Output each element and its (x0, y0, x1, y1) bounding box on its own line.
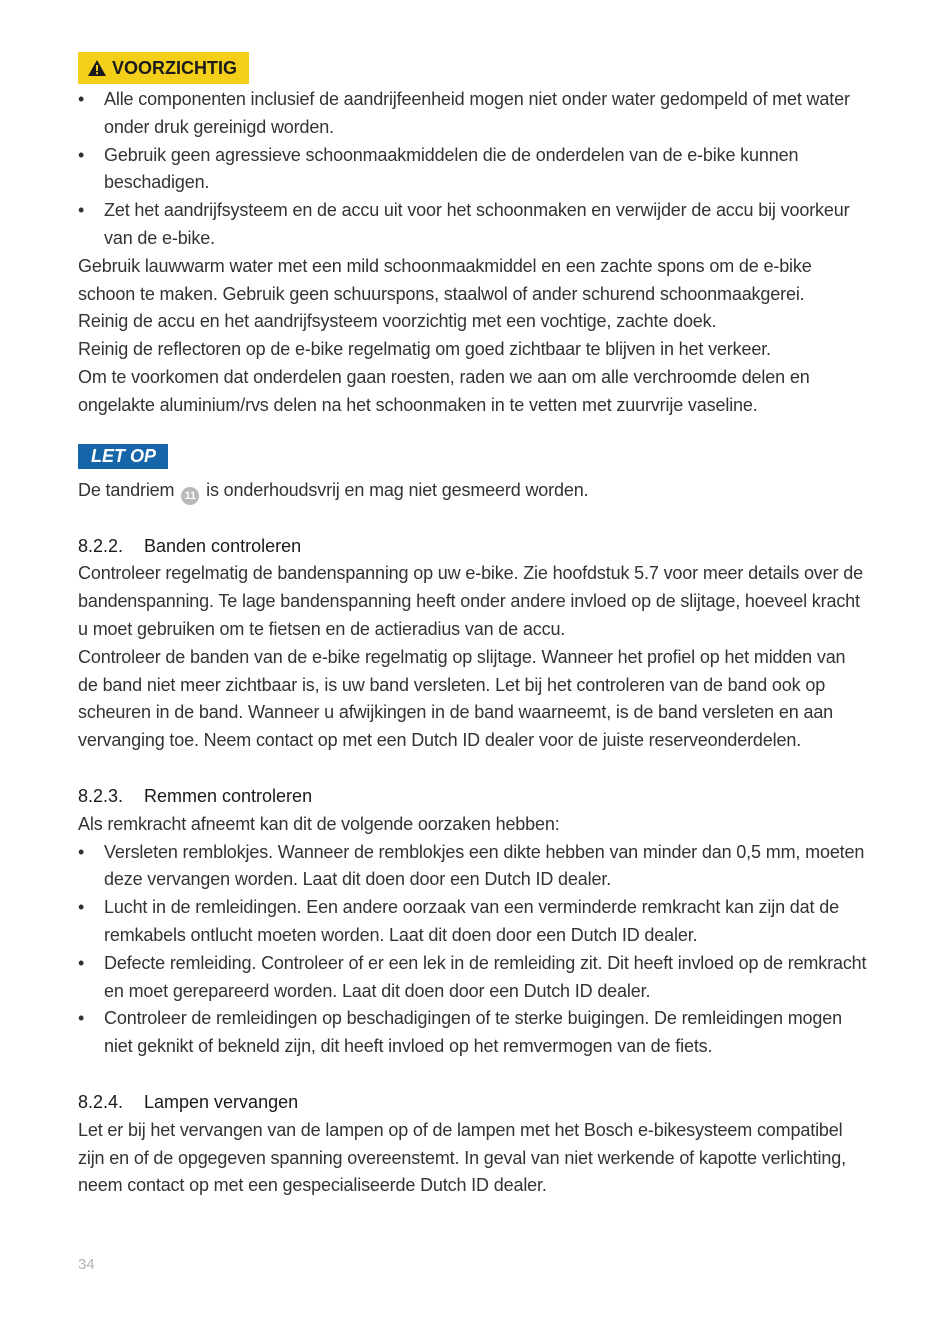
list-item: • Zet het aandrijfsysteem en de accu uit voor het schoonmaken en verwijder de accu bij voorkeur van de e-bike. (78, 197, 868, 253)
warning-triangle-icon (88, 60, 106, 76)
list-item: • Alle componenten inclusief de aandrijfeenheid mogen niet onder water gedompeld of met water onder druk gereinigd worden. (78, 86, 868, 142)
section-heading (78, 1089, 868, 1117)
brake-causes-list (78, 839, 868, 1061)
section-paragraph: Controleer de banden van de e-bike regelmatig op slijtage. Wanneer het profiel op het midden van de band niet meer zichtbaar is, is uw band versleten. Let bij het controleren van de band ook op scheuren in de band. Wanneer u afwijkingen in de band waarneemt, is de band versleten en aan vervanging toe. Neem contact op met een Dutch ID dealer voor de juiste reserveonderdelen. (78, 646, 846, 751)
section-number: 8.2.3. (78, 785, 124, 806)
list-item: • Lucht in de remleidingen. Een andere oorzaak van een verminderde remkracht kan zijn dat de remkabels ontlucht moeten worden. Laat dit doen door een Dutch ID dealer. (78, 894, 868, 950)
caution-list (78, 86, 868, 253)
cleaning-paragraph: Om te voorkomen dat onderdelen gaan roesten, raden we aan om alle verchroomde delen en ongelakte aluminium/rvs delen na het schoonmaken in te vetten met zuurvrije vaseline. (78, 366, 810, 415)
list-item: • Gebruik geen agressieve schoonmaakmiddelen die de onderdelen van de e-bike kunnen beschadigen. (78, 142, 868, 198)
cleaning-paragraph: Gebruik lauwwarm water met een mild schoonmaakmiddel en een zachte spons om de e-bike schoon te maken. Gebruik geen schuurspons, staalwol of ander schurend schoonmaakgerei. (78, 255, 812, 304)
page-content (78, 52, 868, 1200)
note-text-before: De tandriem (78, 479, 175, 500)
list-item: • Controleer de remleidingen op beschadigingen of te sterke buigingen. De remleidingen mogen niet geknikt of bekneld zijn, dit heeft invloed op het remvermogen van de fiets. (78, 1005, 868, 1061)
section-heading (78, 783, 868, 811)
section-heading (78, 533, 868, 561)
note-label: LET OP (78, 444, 168, 469)
list-item: • Defecte remleiding. Controleer of er een lek in de remleiding zit. Dit heeft invloed op de remkracht en moet gerepareerd worden. Laat dit doen door een Dutch ID dealer. (78, 950, 868, 1006)
section-intro: Als remkracht afneemt kan dit de volgende oorzaken hebben: (78, 813, 560, 834)
section-title: Lampen vervangen (144, 1091, 299, 1112)
caution-banner (78, 52, 249, 84)
section-number: 8.2.4. (78, 1091, 124, 1112)
caution-label: VOORZICHTIG (112, 57, 237, 78)
page-number: 34 (78, 1256, 95, 1273)
note-text-after: is onderhoudsvrij en mag niet gesmeerd worden. (206, 479, 589, 500)
list-item: • Versleten remblokjes. Wanneer de remblokjes een dikte hebben van minder dan 0,5 mm, moeten deze vervangen worden. Laat dit doen door een Dutch ID dealer. (78, 839, 868, 895)
note-block (78, 444, 868, 505)
section-title: Remmen controleren (144, 785, 313, 806)
cleaning-paragraph: Reinig de reflectoren op de e-bike regelmatig om goed zichtbaar te blijven in het verkeer. (78, 339, 771, 360)
note-text (78, 477, 868, 505)
section-paragraph: Let er bij het vervangen van de lampen op of de lampen met het Bosch e-bikesysteem compatibel zijn en of de opgegeven spanning overeenstemt. In geval van niet werkende of kapotte verlichting, neem contact op met een gespecialiseerde Dutch ID dealer. (78, 1119, 846, 1196)
section-paragraph: Controleer regelmatig de bandenspanning op uw e-bike. Zie hoofdstuk 5.7 voor meer details over de bandenspanning. Te lage bandenspanning heeft onder andere invloed op de slijtage, hoeveel kracht u moet gebruiken om te fietsen en de actieradius van de accu. (78, 563, 863, 639)
section-number: 8.2.2. (78, 535, 124, 556)
part-number-badge: 11 (181, 487, 199, 505)
cleaning-paragraph: Reinig de accu en het aandrijfsysteem voorzichtig met een vochtige, zachte doek. (78, 311, 717, 332)
section-title: Banden controleren (144, 535, 302, 556)
